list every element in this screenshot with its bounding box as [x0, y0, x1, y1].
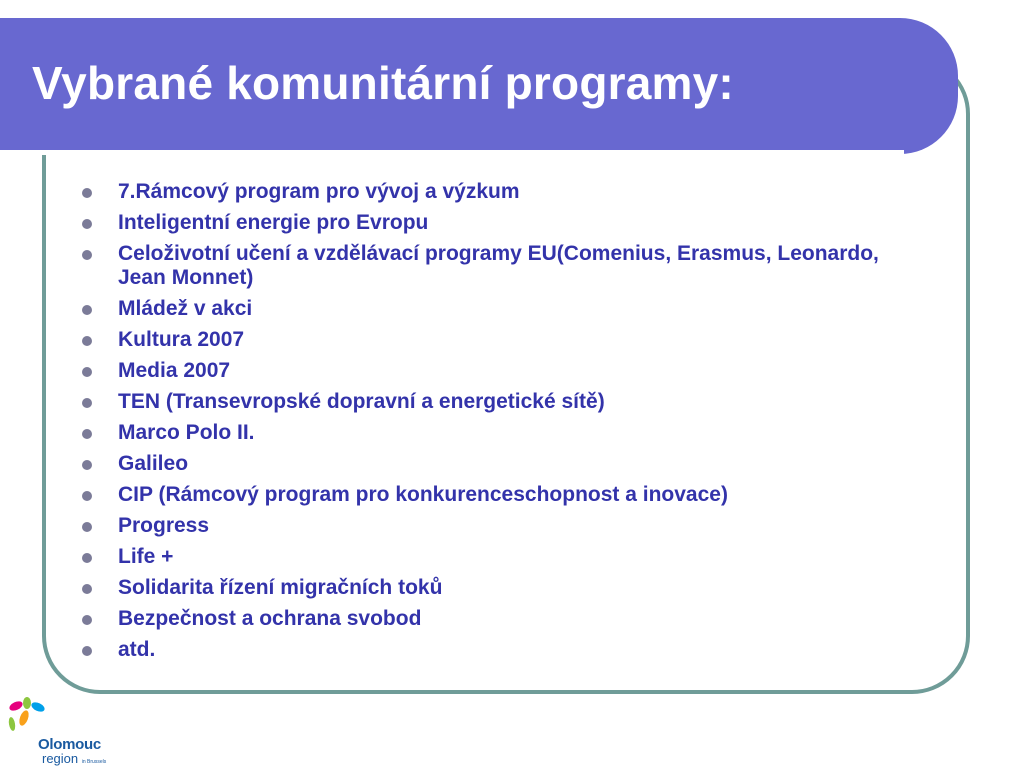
bullet-dot-icon — [82, 522, 92, 532]
logo-region: region — [42, 751, 79, 766]
list-item — [82, 638, 902, 662]
list-item-text: atd. — [118, 638, 156, 661]
list-item-text: Mládež v akci — [118, 297, 253, 320]
list-item-text: Bezpečnost a ochrana svobod — [118, 607, 422, 630]
list-item-text: CIP (Rámcový program pro konkurenceschopnost a inovace) — [118, 483, 728, 506]
bullet-dot-icon — [82, 491, 92, 501]
bullet-dot-icon — [82, 460, 92, 470]
list-item-text: Celoživotní učení a vzdělávací programy EU(Comenius, Erasmus, Leonardo, Jean Monnet) — [118, 242, 879, 289]
list-item-text: Marco Polo II. — [118, 421, 255, 444]
logo-name: Olomouc — [38, 736, 101, 753]
program-list — [82, 180, 902, 669]
list-item-text: Media 2007 — [118, 359, 231, 382]
list-item-text: Life + — [118, 545, 174, 568]
logo-subtitle — [42, 751, 106, 766]
title-banner — [0, 18, 958, 154]
bullet-dot-icon — [82, 584, 92, 594]
list-item — [82, 359, 902, 383]
bullet-dot-icon — [82, 367, 92, 377]
olomouc-flower-logo-icon — [0, 696, 80, 740]
bullet-dot-icon — [82, 188, 92, 198]
bullet-dot-icon — [82, 615, 92, 625]
list-item — [82, 390, 902, 414]
list-item-text: Inteligentní energie pro Evropu — [118, 211, 429, 234]
bullet-dot-icon — [82, 250, 92, 260]
list-item — [82, 297, 902, 321]
list-item-text: Kultura 2007 — [118, 328, 245, 351]
list-item — [82, 483, 902, 507]
bullet-dot-icon — [82, 646, 92, 656]
list-item-text: TEN (Transevropské dopravní a energetické sítě) — [118, 390, 605, 413]
list-item-text: Solidarita řízení migračních toků — [118, 576, 443, 599]
bullet-dot-icon — [82, 398, 92, 408]
bullet-dot-icon — [82, 429, 92, 439]
list-item — [82, 328, 902, 352]
bullet-dot-icon — [82, 336, 92, 346]
slide-title: Vybrané komunitární programy: — [32, 57, 734, 109]
list-item — [82, 576, 902, 600]
logo-suffix: in Brussels — [81, 759, 107, 765]
olomouc-region-logo — [0, 696, 140, 768]
bullet-dot-icon — [82, 553, 92, 563]
bullet-dot-icon — [82, 305, 92, 315]
list-item — [82, 607, 902, 631]
bullet-dot-icon — [82, 219, 92, 229]
list-item — [82, 242, 902, 290]
list-item — [82, 421, 902, 445]
list-item — [82, 545, 902, 569]
list-item — [82, 180, 902, 204]
list-item-text: 7.Rámcový program pro vývoj a výzkum — [118, 180, 520, 203]
list-item — [82, 452, 902, 476]
list-item — [82, 211, 902, 235]
list-item-text: Progress — [118, 514, 210, 537]
list-item — [82, 514, 902, 538]
title-underline — [0, 150, 904, 155]
list-item-text: Galileo — [118, 452, 189, 475]
